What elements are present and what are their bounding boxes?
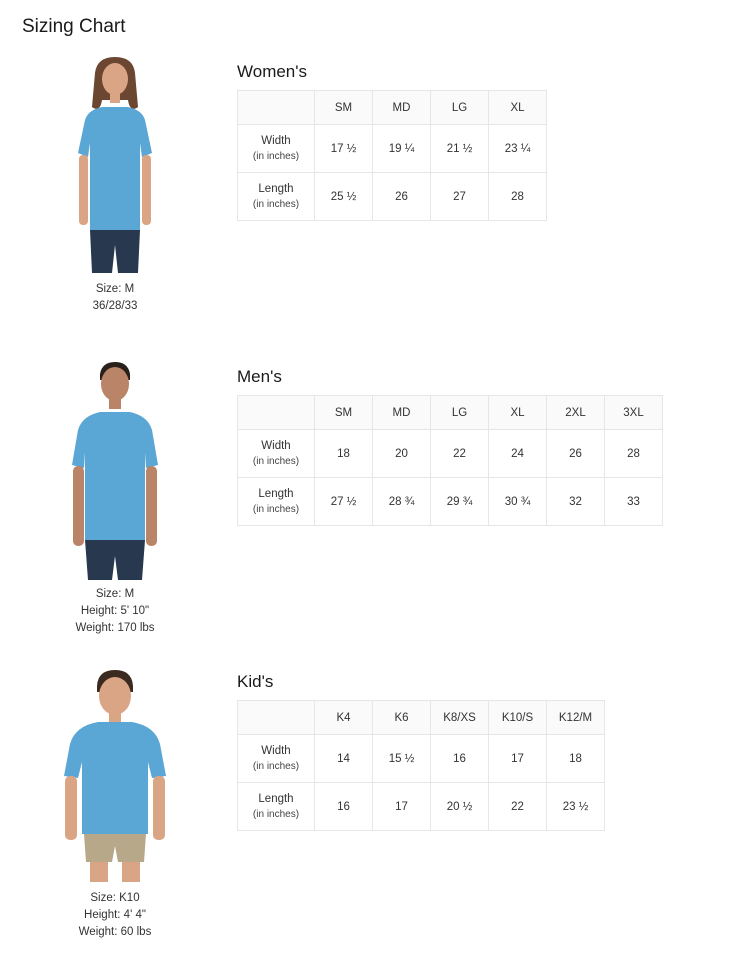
row-label-length [238,173,315,221]
size-header: SM [315,396,373,430]
model-kids-caption [50,890,180,941]
row-label-text: Width [261,439,291,452]
model-women-caption [50,281,180,315]
row-unit: (in inches) [252,198,300,210]
table-cell: 27 ½ [315,478,373,526]
size-header: MD [373,91,431,125]
size-header: LG [431,396,489,430]
section-title-women: Women's [237,62,308,81]
size-header: K10/S [489,701,547,735]
caption-line: Weight: 60 lbs [78,926,152,938]
section-title-kids: Kid's [237,672,274,691]
table-cell: 22 [431,430,489,478]
row-label-text: Width [261,134,291,147]
caption-line: Weight: 170 lbs [75,622,155,634]
model-women-photo [50,55,180,277]
table-cell: 20 ½ [431,783,489,831]
row-unit: (in inches) [252,760,300,772]
model-men-photo [50,360,180,582]
row-label-text: Length [258,182,294,195]
caption-line: 36/28/33 [92,300,138,312]
size-table-kids [237,700,605,831]
table-cell: 16 [431,735,489,783]
row-label-length [238,478,315,526]
table-cell: 20 [373,430,431,478]
table-cell: 29 ¾ [431,478,489,526]
caption-line: Size: M [95,588,135,600]
table-cell: 28 [489,173,547,221]
size-header: 3XL [605,396,663,430]
model-kids-photo [50,664,180,886]
row-unit: (in inches) [252,455,300,467]
table-cell: 18 [547,735,605,783]
table-cell: 22 [489,783,547,831]
table-cell: 15 ½ [373,735,431,783]
row-label-length [238,783,315,831]
caption-line: Size: K10 [90,892,140,904]
model-men-caption [50,586,180,637]
table-cell: 23 ½ [547,783,605,831]
table-corner [238,91,315,125]
size-header: K4 [315,701,373,735]
table-cell: 28 ¾ [373,478,431,526]
row-label-text: Length [258,792,294,805]
row-label-width [238,430,315,478]
row-unit: (in inches) [252,150,300,162]
table-cell: 28 [605,430,663,478]
table-corner [238,396,315,430]
row-label-text: Width [261,744,291,757]
size-header: MD [373,396,431,430]
table-cell: 26 [547,430,605,478]
size-header: LG [431,91,489,125]
table-cell: 17 [373,783,431,831]
table-cell: 27 [431,173,489,221]
size-table-men [237,395,663,526]
table-cell: 17 ½ [315,125,373,173]
table-cell: 14 [315,735,373,783]
row-unit: (in inches) [252,808,300,820]
caption-line: Height: 5' 10" [80,605,150,617]
table-cell: 32 [547,478,605,526]
table-cell: 26 [373,173,431,221]
size-header: SM [315,91,373,125]
table-cell: 17 [489,735,547,783]
size-header: K8/XS [431,701,489,735]
page-title: Sizing Chart [22,16,126,37]
table-cell: 23 ¼ [489,125,547,173]
table-cell: 19 ¼ [373,125,431,173]
table-cell: 25 ½ [315,173,373,221]
caption-line: Height: 4' 4" [84,909,146,921]
size-header: 2XL [547,396,605,430]
table-cell: 33 [605,478,663,526]
row-unit: (in inches) [252,503,300,515]
size-table-women [237,90,547,221]
table-cell: 21 ½ [431,125,489,173]
size-header: K12/M [547,701,605,735]
row-label-width [238,125,315,173]
size-header: K6 [373,701,431,735]
section-title-men: Men's [237,367,282,386]
caption-line: Size: M [95,283,135,295]
size-header: XL [489,91,547,125]
row-label-text: Length [258,487,294,500]
table-cell: 24 [489,430,547,478]
table-cell: 16 [315,783,373,831]
size-header: XL [489,396,547,430]
table-cell: 30 ¾ [489,478,547,526]
table-corner [238,701,315,735]
table-cell: 18 [315,430,373,478]
row-label-width [238,735,315,783]
